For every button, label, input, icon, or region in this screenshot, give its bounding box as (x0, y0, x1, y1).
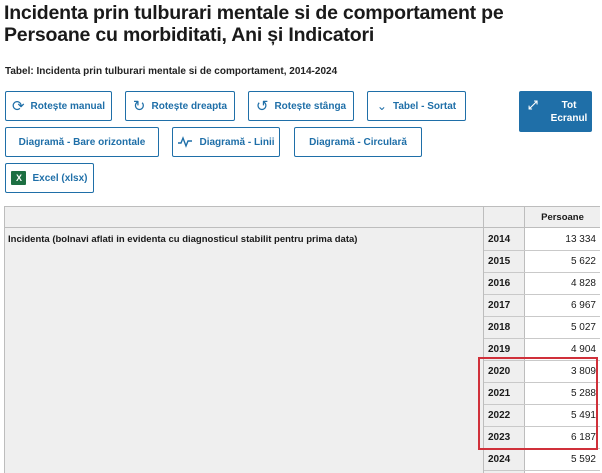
value-cell: 3 809 (525, 361, 600, 383)
chart-horizontal-bars-button[interactable] (5, 127, 159, 157)
value-cell: 13 334 (525, 229, 600, 251)
excel-export-label: Excel (xlsx) (32, 172, 88, 184)
chart-lines-label: Diagramă - Linii (199, 136, 275, 148)
year-cell: 2021 (484, 383, 525, 405)
fullscreen-button[interactable] (519, 91, 592, 132)
year-cell: 2019 (484, 339, 525, 361)
highlight-box (478, 357, 598, 450)
year-cell: 2024 (484, 449, 525, 471)
rotate-right-icon: ↻ (132, 97, 146, 115)
rotate-left-label: Rotește stânga (274, 100, 347, 112)
excel-icon: X (11, 171, 26, 185)
year-cell: 2016 (484, 273, 525, 295)
year-cell: 2017 (484, 295, 525, 317)
table-sorted-button[interactable] (367, 91, 466, 121)
double-chevron-down-icon: ⌄ (376, 99, 387, 113)
value-cell: 6 967 (525, 295, 600, 317)
rotate-manual-button[interactable] (5, 91, 112, 121)
value-cell: 6 187 (525, 427, 600, 449)
rotate-manual-label: Rotește manual (30, 100, 106, 112)
value-cell: 5 288 (525, 383, 600, 405)
row-label-column (5, 207, 484, 473)
refresh-icon: ⟳ (11, 97, 25, 115)
chart-pie-label: Diagramă - Circulară (309, 136, 407, 148)
year-cell: 2014 (484, 229, 525, 251)
page-title: Incidenta prin tulburari mentale si de comportament pe Persoane cu morbiditati, Ani și Indicatori (4, 2, 504, 46)
table-sorted-label: Tabel - Sortat (392, 100, 457, 112)
rotate-left-icon: ↺ (255, 97, 269, 115)
line-chart-icon (177, 136, 193, 148)
value-cell: 5 027 (525, 317, 600, 339)
header-blank-cell (5, 207, 484, 228)
table-subtitle: Tabel: Incidenta prin tulburari mentale si de comportament, 2014-2024 (5, 66, 338, 77)
year-header-blank (484, 207, 525, 228)
year-cell: 2018 (484, 317, 525, 339)
rotate-right-button[interactable] (125, 91, 235, 121)
chart-horizontal-bars-label: Diagramă - Bare orizontale (18, 136, 146, 148)
value-cell: 5 622 (525, 251, 600, 273)
fullscreen-label-line2: Ecranul (550, 113, 588, 124)
rotate-right-label: Rotește dreapta (151, 100, 228, 112)
value-cell: 4 828 (525, 273, 600, 295)
expand-icon: ⤢ (528, 98, 538, 112)
excel-export-button[interactable] (5, 163, 94, 193)
value-cell: 5 592 (525, 449, 600, 471)
fullscreen-label-line1: Tot (561, 100, 577, 111)
chart-lines-button[interactable] (172, 127, 280, 157)
column-header: Persoane (525, 207, 600, 228)
value-cell: 5 491 (525, 405, 600, 427)
chart-pie-button[interactable] (294, 127, 422, 157)
year-cell: 2015 (484, 251, 525, 273)
row-label: Incidenta (bolnavi aflati in evidenta cu diagnosticul stabilit pentru prima data) (8, 234, 358, 245)
year-cell: 2022 (484, 405, 525, 427)
value-cell: 4 904 (525, 339, 600, 361)
rotate-left-button[interactable] (248, 91, 354, 121)
year-cell: 2020 (484, 361, 525, 383)
year-cell: 2023 (484, 427, 525, 449)
